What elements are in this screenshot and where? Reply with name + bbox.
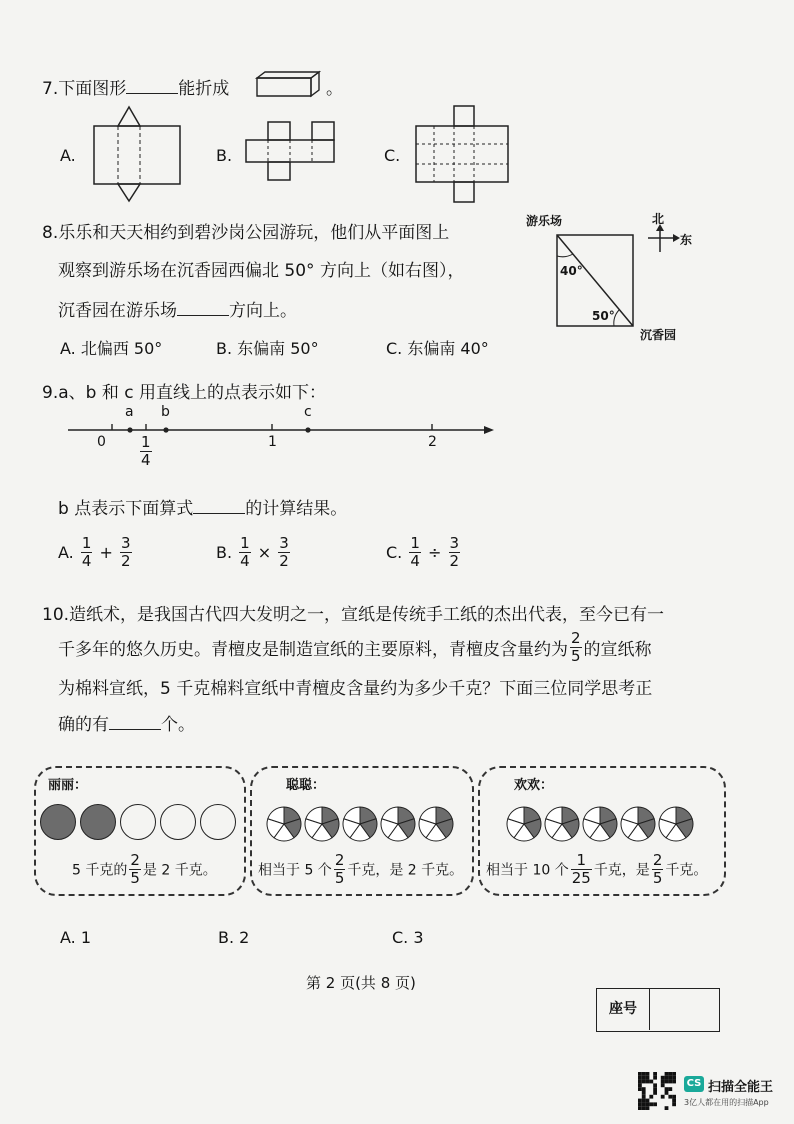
point-a	[127, 427, 132, 432]
circle-filled	[80, 804, 116, 840]
seat-label: 座号	[597, 989, 650, 1030]
q10-line1	[42, 600, 664, 625]
qr-module	[672, 1095, 676, 1099]
qr-module	[649, 1102, 653, 1106]
qr-module	[642, 1099, 646, 1103]
qr-module	[653, 1076, 657, 1080]
q9-quarter-num: 1	[141, 433, 151, 451]
qr-module	[672, 1102, 676, 1106]
q9-question	[58, 494, 347, 519]
qr-module	[653, 1083, 657, 1087]
q9-option-a-frac1: $\frac{1}{4}$	[81, 534, 92, 570]
congcong-circles	[266, 804, 456, 844]
page-number: 第 2 页(共 8 页)	[306, 974, 416, 992]
q8-option-c[interactable]: C. 东偏南 40°	[386, 339, 489, 358]
qr-module	[642, 1095, 646, 1099]
q9-option-c-frac2: $\frac{3}{2}$	[449, 534, 460, 570]
q10-answer-blank[interactable]	[109, 715, 161, 730]
qr-module	[642, 1072, 646, 1076]
q9-answer-blank[interactable]	[193, 499, 245, 514]
point-c	[305, 427, 310, 432]
q9-option-b-op: ×	[257, 543, 272, 562]
qr-module	[661, 1076, 665, 1080]
q10-line2-after: 的宣纸称	[583, 640, 652, 660]
q9-text: a、b 和 c 用直线上的点表示如下：	[58, 383, 327, 403]
q9-tick-label-1: 1	[268, 434, 277, 450]
seat-box	[596, 988, 720, 1032]
qr-module	[646, 1106, 650, 1110]
q9-option-c-op: ÷	[428, 543, 442, 562]
q9-tick-label-0: 0	[97, 434, 106, 450]
huanhuan-frac1: $\frac{1}{25}$	[571, 851, 591, 887]
q9-option-a[interactable]	[58, 535, 134, 570]
q9-option-b[interactable]	[216, 535, 292, 570]
qr-module	[646, 1080, 650, 1084]
scanner-brand: 扫描全能王	[708, 1080, 774, 1095]
qr-module	[665, 1091, 669, 1095]
q8-line1	[42, 218, 449, 243]
q8-line3	[58, 296, 297, 321]
lili-frac: $\frac{2}{5}$	[130, 851, 140, 887]
qr-module	[642, 1076, 646, 1080]
q10-line4	[58, 710, 195, 735]
qr-module	[646, 1072, 650, 1076]
q8-answer-blank[interactable]	[177, 301, 229, 316]
q9-option-b-frac2: $\frac{3}{2}$	[279, 534, 289, 570]
qr-module	[638, 1072, 642, 1076]
qr-module	[665, 1106, 669, 1110]
q7-text-before: 下面图形	[58, 79, 127, 99]
student-name-huanhuan: 欢欢：	[514, 778, 554, 793]
qr-module	[661, 1095, 665, 1099]
q7-stem	[42, 74, 229, 99]
qr-module	[638, 1087, 642, 1091]
q10-option-a[interactable]: A. 1	[60, 928, 92, 947]
q8-option-b[interactable]: B. 东偏南 50°	[216, 339, 319, 358]
seat-value-field[interactable]	[651, 989, 719, 1030]
student-name-lili: 丽丽：	[48, 778, 88, 793]
q8-map-label-top: 游乐场	[526, 214, 563, 228]
q10-option-c[interactable]: C. 3	[392, 928, 424, 947]
qr-module	[653, 1091, 657, 1095]
compass-icon	[646, 222, 680, 256]
lili-circles	[40, 804, 236, 840]
qr-module	[661, 1080, 665, 1084]
q7-option-b-label[interactable]: B.	[216, 146, 233, 165]
q8-north-label: 北	[652, 212, 665, 226]
qr-module	[668, 1072, 672, 1076]
q8-line3-after: 方向上。	[229, 301, 297, 321]
q10-line3: 为棉料宣纸，5 千克棉料宣纸中青檀皮含量约为多少千克？下面三位同学思考正	[58, 679, 653, 699]
q10-number: 10.	[42, 605, 70, 625]
qr-module	[642, 1106, 646, 1110]
q10-line4-after: 个。	[161, 715, 195, 735]
q8-angle-bottom: 50°	[592, 309, 615, 323]
q8-line3-before: 沉香园在游乐场	[58, 301, 177, 321]
qr-module	[642, 1091, 646, 1095]
scanner-tagline: 3亿人都在用的扫描App	[684, 1098, 769, 1107]
qr-module	[653, 1102, 657, 1106]
qr-module	[638, 1106, 642, 1110]
congcong-explanation: 相当于 5 个 $\frac{2}{5}$ 千克，是 2 千克。	[258, 851, 464, 887]
q7-text-after: 能折成	[178, 79, 230, 99]
qr-module	[668, 1076, 672, 1080]
qr-module	[668, 1087, 672, 1091]
qr-module	[672, 1076, 676, 1080]
qr-module	[665, 1087, 669, 1091]
q9-option-c-frac1: $\frac{1}{4}$	[410, 534, 420, 570]
q8-line1-text: 乐乐和天天相约到碧沙岗公园游玩，他们从平面图上	[58, 223, 450, 243]
qr-module	[665, 1080, 669, 1084]
q7-answer-blank[interactable]	[126, 79, 178, 94]
qr-module	[642, 1080, 646, 1084]
qr-module	[668, 1080, 672, 1084]
q8-angle-top: 40°	[560, 264, 583, 278]
q10-line2-frac: $\frac{2}{5}$	[571, 629, 581, 665]
qr-module	[642, 1087, 646, 1091]
congcong-frac: $\frac{2}{5}$	[334, 851, 345, 887]
qr-module	[649, 1095, 653, 1099]
q10-line4-before: 确的有	[58, 715, 109, 735]
q9-point-label-b: b	[161, 404, 170, 420]
qr-module	[638, 1099, 642, 1103]
q10-line2-before: 千多年的悠久历史。青檀皮是制造宣纸的主要原料，青檀皮含量约为	[58, 640, 568, 660]
q10-line1-text: 造纸术，是我国古代四大发明之一，宣纸是传统手工纸的杰出代表，至今已有一	[69, 605, 665, 625]
q8-line2: 观察到游乐场在沉香园西偏北 50° 方向上（如右图），	[58, 261, 465, 281]
q8-option-a[interactable]: A. 北偏西 50°	[60, 339, 163, 358]
q9-option-a-frac2: $\frac{3}{2}$	[120, 534, 131, 570]
qr-module	[653, 1072, 657, 1076]
q9-option-c[interactable]	[386, 535, 462, 570]
qr-code-icon	[638, 1072, 676, 1110]
point-b	[163, 427, 168, 432]
q8-map-label-bottom: 沉香园	[640, 328, 677, 342]
huanhuan-frac2: $\frac{2}{5}$	[652, 851, 663, 887]
q9-point-label-a: a	[125, 404, 134, 420]
q10-line2	[58, 630, 652, 665]
q7-cuboid-figure	[255, 70, 321, 98]
qr-module	[638, 1083, 642, 1087]
circle-empty	[120, 804, 156, 840]
circle-filled	[40, 804, 76, 840]
qr-module	[661, 1083, 665, 1087]
q9-question-before: b 点表示下面算式	[58, 499, 194, 519]
q7-option-a-label[interactable]: A.	[60, 146, 76, 165]
qr-module	[646, 1076, 650, 1080]
q9-number: 9.	[42, 383, 59, 403]
circle-empty	[200, 804, 236, 840]
qr-module	[638, 1076, 642, 1080]
q9-option-c-letter: C.	[386, 543, 403, 562]
q10-option-b[interactable]: B. 2	[218, 928, 250, 947]
qr-module	[668, 1095, 672, 1099]
qr-module	[665, 1076, 669, 1080]
qr-module	[646, 1102, 650, 1106]
q7-period: 。	[326, 79, 343, 99]
q7-option-c-label[interactable]: C.	[384, 146, 401, 165]
q7-net-b	[244, 120, 344, 184]
q7-net-c	[412, 104, 512, 204]
qr-module	[642, 1102, 646, 1106]
q8-number: 8.	[42, 223, 59, 243]
qr-module	[638, 1102, 642, 1106]
qr-module	[649, 1080, 653, 1084]
q8-east-label: 东	[680, 233, 693, 247]
q9-tick-label-2: 2	[428, 434, 437, 450]
huanhuan-explanation: 相当于 10 个 $\frac{1}{25}$ 千克，是 $\frac{2}{5}$ 千克。	[486, 851, 708, 887]
qr-module	[672, 1099, 676, 1103]
q9-option-b-letter: B.	[216, 543, 233, 562]
q9-question-after: 的计算结果。	[245, 499, 348, 519]
qr-module	[672, 1080, 676, 1084]
q9-quarter-den: 4	[141, 451, 151, 469]
q9-option-a-op: +	[99, 543, 113, 562]
q7-net-a	[88, 104, 188, 204]
scanner-logo: CS	[684, 1076, 704, 1092]
q7-number: 7.	[42, 79, 59, 99]
qr-module	[638, 1080, 642, 1084]
q9-option-b-frac1: $\frac{1}{4}$	[240, 534, 250, 570]
q9-quarter-label	[140, 434, 152, 469]
qr-module	[665, 1072, 669, 1076]
q9-point-label-c: c	[304, 404, 312, 420]
qr-module	[672, 1072, 676, 1076]
student-name-congcong: 聪聪：	[286, 778, 326, 793]
qr-module	[653, 1087, 657, 1091]
qr-module	[646, 1099, 650, 1103]
circle-empty	[160, 804, 196, 840]
huanhuan-circles	[506, 804, 696, 844]
q9-option-a-letter: A.	[58, 543, 74, 562]
lili-explanation: 5 千克的 $\frac{2}{5}$ 是 2 千克。	[72, 851, 217, 887]
